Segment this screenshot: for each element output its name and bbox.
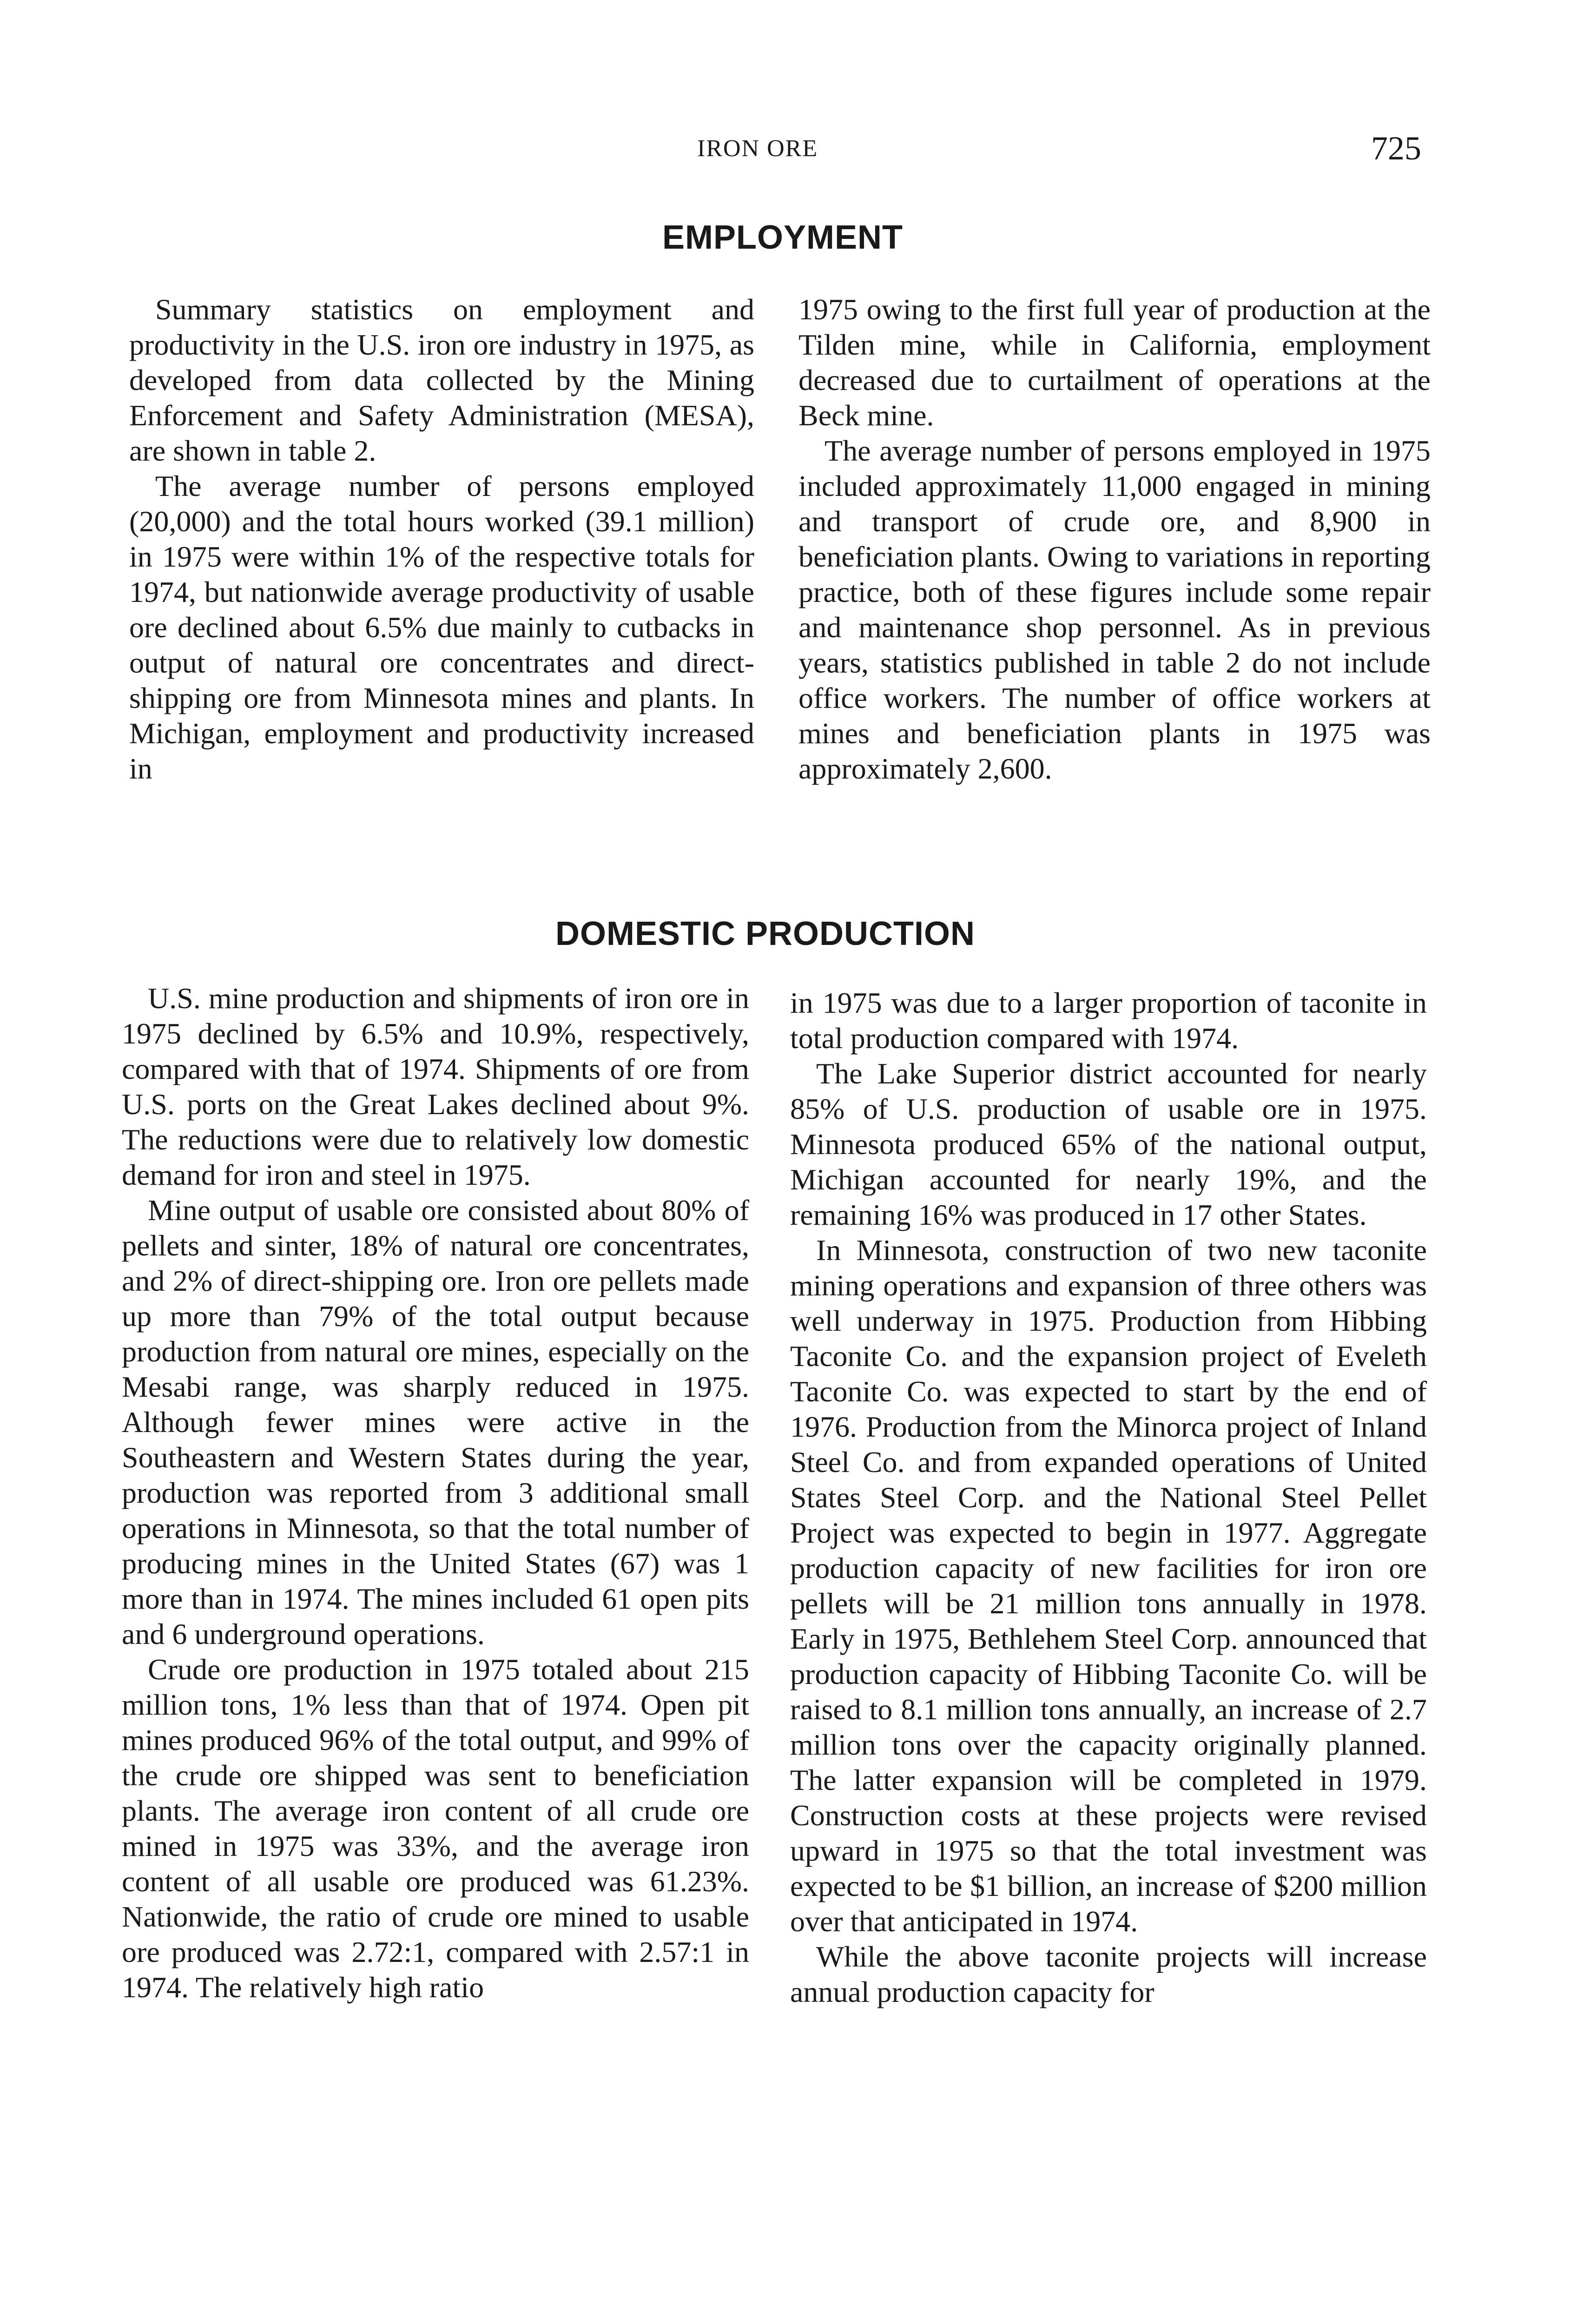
paragraph: In Minnesota, construction of two new taconite mining operations and expansion of three others was well underway in 1975. Production from Hibbing Taconite Co. and the expansion project of Eveleth Taconite Co. was expected to start by the end of 1976. Production from the Minorca project of Inland Steel Co. and from expanded operations of United States Steel Corp. and the National Steel Pellet Project was expected to begin in 1977. Aggregate production capacity of new facilities for iron ore pellets will be 21 million tons annually in 1978. Early in 1975, Bethlehem Steel Corp. announced that production capacity of Hibbing Taconite Co. will be raised to 8.1 million tons annually, an increase of 2.7 million tons over the capacity originally planned. The latter expansion will be completed in 1979. Construction costs at these projects were revised upward in 1975 so that the total investment was expected to be $1 billion, an increase of $200 million over that anticipated in 1974. <box>790 1234 1427 1938</box>
paragraph: The Lake Superior district accounted for nearly 85% of U.S. production of usable ore in 1975. Minnesota produced 65% of the national output, Michigan accounted for nearly 19%, and the remaining 16% was produced in 17 other States. <box>790 1057 1427 1231</box>
page-number: 725 <box>1371 130 1421 167</box>
paragraph: The average number of persons employed (20,000) and the total hours worked (39.1 million) in 1975 were within 1% of the respective totals for 1974, but nationwide average productivity of usable ore declined about 6.5% due mainly to cutbacks in output of natural ore concentrates and direct-shipping ore from Minnesota mines and plants. In Michigan, employment and productivity increased in <box>129 469 754 785</box>
paragraph: in 1975 was due to a larger proportion of taconite in total production compared with 1974. <box>790 986 1427 1055</box>
paragraph: 1975 owing to the first full year of production at the Tilden mine, while in California, employment decreased due to curtailment of operations at the Beck mine. <box>798 293 1431 432</box>
running-head: IRON ORE <box>697 135 818 162</box>
paragraph: The average number of persons employed in 1975 included approximately 11,000 engaged in mining and transport of crude ore, and 8,900 in beneficiation plants. Owing to variations in reporting practice, both of these figures include some repair and maintenance shop personnel. As in previous years, statistics published in table 2 do not include office workers. The number of office workers at mines and beneficiation plants in 1975 was approximately 2,600. <box>798 434 1431 785</box>
employment-left-column <box>129 292 754 786</box>
section-heading-domestic-production: DOMESTIC PRODUCTION <box>555 915 976 952</box>
production-right-column <box>790 985 1427 2010</box>
paragraph: Mine output of usable ore consisted about 80% of pellets and sinter, 18% of natural ore concentrates, and 2% of direct-shipping ore. Iron ore pellets made up more than 79% of the total output because production from natural ore mines, especially on the Mesabi range, was sharply reduced in 1975. Although fewer mines were active in the Southeastern and Western States during the year, production was reported from 3 additional small operations in Minnesota, so that the total number of producing mines in the United States (67) was 1 more than in 1974. The mines included 61 open pits and 6 underground operations. <box>122 1194 749 1651</box>
section-heading-employment: EMPLOYMENT <box>662 219 904 256</box>
production-left-column <box>122 981 749 2005</box>
paragraph: Summary statistics on employment and productivity in the U.S. iron ore industry in 1975, as developed from data collected by the Mining Enforcement and Safety Administration (MESA), are shown in table 2. <box>129 293 754 467</box>
employment-right-column <box>798 292 1431 786</box>
paragraph: U.S. mine production and shipments of iron ore in 1975 declined by 6.5% and 10.9%, respectively, compared with that of 1974. Shipments of ore from U.S. ports on the Great Lakes declined about 9%. The reductions were due to relatively low domestic demand for iron and steel in 1975. <box>122 982 749 1191</box>
paragraph: While the above taconite projects will increase annual production capacity for <box>790 1940 1427 2008</box>
paragraph: Crude ore production in 1975 totaled about 215 million tons, 1% less than that of 1974. Open pit mines produced 96% of the total output, and 99% of the crude ore shipped was sent to beneficiation plants. The average iron content of all crude ore mined in 1975 was 33%, and the average iron content of all usable ore produced was 61.23%. Nationwide, the ratio of crude ore mined to usable ore produced was 2.72:1, compared with 2.57:1 in 1974. The relatively high ratio <box>122 1653 749 2004</box>
